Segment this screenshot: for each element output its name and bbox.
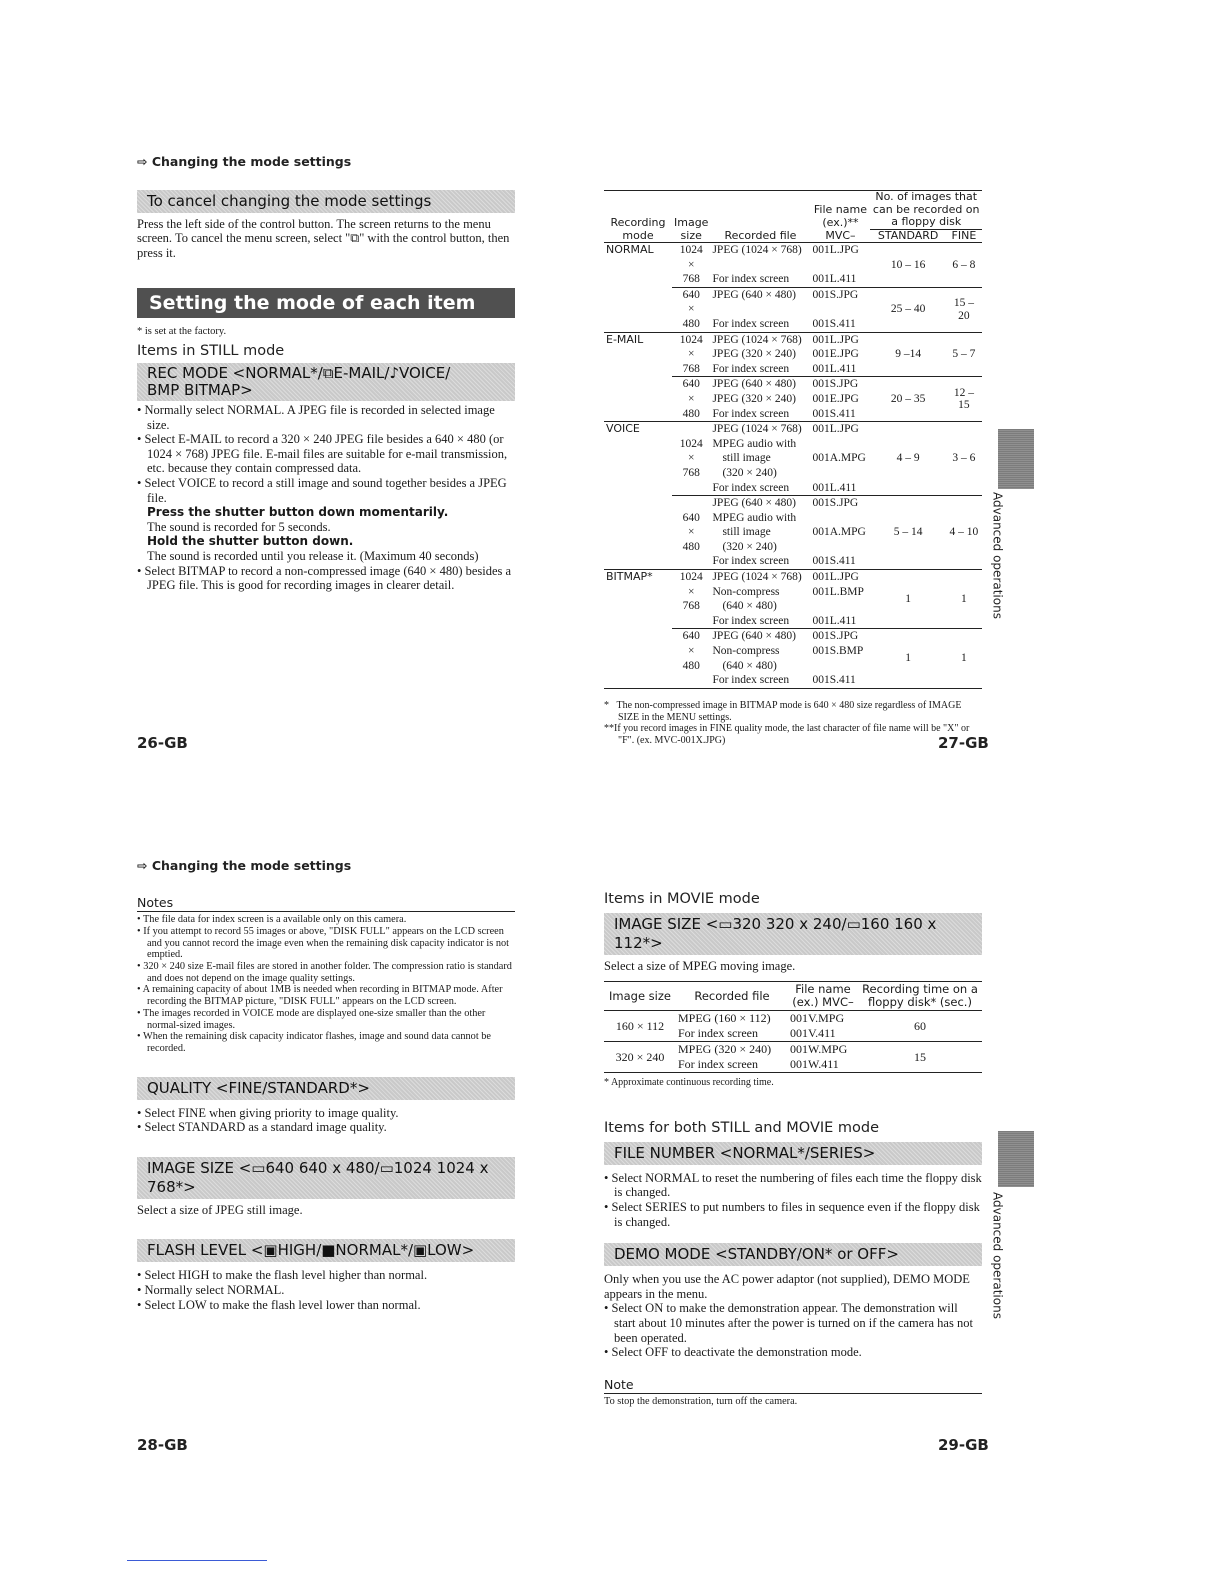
cell-size: 1024 <box>679 244 703 256</box>
cell-filename: 001S.JPG <box>810 377 870 392</box>
cell-size: 768 <box>682 466 700 479</box>
flash-title-bar: FLASH LEVEL <▣HIGH/■NORMAL*/▣LOW> <box>137 1239 515 1262</box>
cell-filename: 001S.411 <box>812 407 856 420</box>
cell-filename: 001L.411 <box>812 614 857 627</box>
cell-standard: 1 <box>905 592 912 605</box>
cell-file: JPEG (1024 × 768) <box>712 244 802 256</box>
cell-filename: 001S.411 <box>812 555 856 568</box>
cell-filename: 001W.411 <box>790 1057 839 1072</box>
cell-file: still image <box>722 526 771 539</box>
table-row <box>604 243 982 258</box>
cell-file: JPEG (1024 × 768) <box>712 423 802 436</box>
cell-file: For index screen <box>712 362 790 375</box>
bullet-voice: • Select VOICE to record a still image and sound together besides a JPEG file. <box>137 476 515 505</box>
cell-file: For index screen <box>712 317 790 330</box>
cell-size <box>672 673 710 688</box>
file-number-list <box>604 1171 982 1229</box>
page-number-27: 27-GB <box>938 734 989 752</box>
demo-item: • Select ON to make the demonstration appear. The demonstration will start about 10 minutes after the power is turned on if the camera has not been operated. <box>604 1301 982 1345</box>
cell-size: 640 <box>672 377 710 392</box>
movie-footnote-text: Approximate continuous recording time. <box>610 1077 774 1089</box>
factory-note: * is set at the factory. <box>137 326 227 338</box>
cell-filename <box>810 599 870 614</box>
cell-standard: 9 –14 <box>895 348 922 361</box>
flash-list <box>137 1268 515 1312</box>
notes-list <box>137 914 515 1054</box>
flash-item: • Normally select NORMAL. <box>137 1283 515 1298</box>
note-item: • 320 × 240 size E-mail files are stored in another folder. The compression ratio is standard and does not depend on the image quality settings. <box>137 961 515 984</box>
cell-size <box>672 422 710 437</box>
cell-file: MPEG (320 × 240) <box>678 1042 772 1057</box>
cell-file <box>710 258 810 273</box>
cell-file: JPEG (1024 × 768) <box>712 333 802 346</box>
cell-file: For index screen <box>712 481 790 494</box>
image-size-text: Select a size of JPEG still image. <box>137 1202 303 1217</box>
cell-filename <box>810 466 870 481</box>
table-row <box>604 1042 982 1058</box>
cancel-text: Press the left side of the control button. The screen returns to the menu screen. To cancel the menu screen, select "⧉" with the control button, then press it. <box>137 216 510 260</box>
cell-size: 480 <box>682 659 700 672</box>
page-number-26: 26-GB <box>137 734 188 752</box>
th-rec-mode: Recording mode <box>610 216 666 242</box>
cell-fine: 1 <box>946 629 982 688</box>
cell-standard: 4 – 9 <box>896 452 920 465</box>
cell-fine: 12 – 15 <box>946 377 982 422</box>
footnote1: The non-compressed image in BITMAP mode is 640 × 480 size regardless of IMAGE SIZE in the MENU settings. <box>616 700 962 723</box>
movie-size-title-bar: IMAGE SIZE <▭320 320 x 240/▭160 160 x 112*> <box>604 913 982 955</box>
cell-size: × <box>687 348 695 361</box>
rec-mode-bullets <box>137 403 515 505</box>
cell-filename <box>810 302 870 317</box>
cell-file: JPEG (1024 × 768) <box>712 571 802 584</box>
movie-table <box>604 981 982 1073</box>
cell-size: 480 <box>682 317 700 330</box>
th-movie-recorded-file: Recorded file <box>694 988 770 1003</box>
th-mvc: MVC– <box>825 228 856 242</box>
cell-size: 640 <box>672 629 710 644</box>
cell-filename <box>810 540 870 555</box>
cell-filename: 001E.JPG <box>812 392 859 405</box>
movie-heading: Items in MOVIE mode <box>604 891 760 907</box>
note-item: • If you attempt to record 55 images or above, "DISK FULL" appears on the LCD screen and you cannot record the image even when the remaining disk capacity indicator is not emptied. <box>137 926 515 961</box>
cell-size: 640 <box>682 511 700 524</box>
cell-filename: 001S.JPG <box>810 496 870 511</box>
cell-filename: 001E.JPG <box>812 348 859 361</box>
demo-item: • Select OFF to deactivate the demonstration mode. <box>604 1345 982 1360</box>
cell-rec-time: 15 <box>914 1049 926 1064</box>
cell-filename: 001S.JPG <box>810 287 870 302</box>
cell-file: JPEG (320 × 240) <box>712 348 796 361</box>
cell-file: For index screen <box>712 614 790 627</box>
cell-size: 1024 <box>679 333 703 346</box>
th-file-name: File name (ex.)** <box>813 203 867 229</box>
rec-mode-bar <box>137 363 515 401</box>
cell-size: 768 <box>682 362 700 375</box>
still-heading: Items in STILL mode <box>137 343 285 360</box>
cell-filename <box>810 258 870 273</box>
cell-file: MPEG audio with <box>712 437 797 450</box>
cell-standard: 1 <box>870 629 945 688</box>
rec-mode-line1: REC MODE <NORMAL*/⧉E-MAIL/♪VOICE/ <box>147 363 451 382</box>
quality-title-bar: QUALITY <FINE/STANDARD*> <box>137 1077 515 1100</box>
cell-file: For index screen <box>678 1026 758 1041</box>
quality-list <box>137 1106 515 1135</box>
recording-table-body <box>604 243 982 689</box>
cell-size: 640 <box>672 287 710 302</box>
cell-filename: 001L.JPG <box>812 244 859 256</box>
table-row <box>604 570 982 585</box>
cell-size: 1024 <box>679 437 703 450</box>
cell-size: × <box>687 392 695 405</box>
side-label-29: Advanced operations <box>990 1192 1005 1319</box>
side-tab-29 <box>998 1131 1034 1187</box>
cell-fine: 4 – 10 <box>946 496 982 570</box>
cell-size: × <box>687 526 695 539</box>
th-movie-image-size: Image size <box>609 988 671 1003</box>
cell-file: JPEG (320 × 240) <box>712 392 796 405</box>
cell-file: MPEG audio with <box>712 511 797 524</box>
rec-mode-line2: BMP BITMAP> <box>147 380 253 399</box>
cell-filename: 001A.MPG <box>812 452 866 465</box>
cell-filename: 001S.411 <box>812 674 856 687</box>
cell-filename <box>810 437 870 452</box>
cell-mode: BITMAP* <box>606 570 653 584</box>
cell-filename: 001L.JPG <box>812 571 859 584</box>
cell-size <box>672 614 710 629</box>
page-26 <box>137 155 515 593</box>
notes-title: Notes <box>137 896 515 913</box>
cell-rec-time: 60 <box>914 1018 926 1033</box>
cell-file: still image <box>722 452 771 465</box>
cell-fine: 1 <box>961 592 967 605</box>
cell-file: JPEG (640 × 480) <box>710 496 810 511</box>
footnote-doublestar: ** <box>604 723 614 735</box>
cell-filename <box>810 659 870 674</box>
cell-filename: 001L.BMP <box>812 585 864 598</box>
cell-size: 480 <box>682 540 700 553</box>
image-size-title-bar: IMAGE SIZE <▭640 640 x 480/▭1024 1024 x 768*> <box>137 1157 515 1199</box>
flash-item: • Select LOW to make the flash level lower than normal. <box>137 1298 515 1313</box>
cell-fine: 6 – 8 <box>952 258 976 271</box>
cell-filename: 001L.411 <box>812 273 857 286</box>
th-movie-rec-time: Recording time on a floppy disk* (sec.) <box>862 982 978 1010</box>
cell-standard: 10 – 16 <box>890 258 926 271</box>
cell-filename: 001S.JPG <box>810 629 870 644</box>
cell-size <box>672 554 710 569</box>
th-movie-file-name: File name (ex.) MVC– <box>792 982 854 1010</box>
cell-size: × <box>687 452 695 465</box>
demo-list <box>604 1301 982 1359</box>
cell-size: 768 <box>682 273 700 286</box>
movie-footnote: * Approximate continuous recording time. <box>604 1077 774 1089</box>
cancel-title-bar: To cancel changing the mode settings <box>137 190 515 213</box>
th-floppy: No. of images that can be recorded on a floppy disk <box>870 191 982 230</box>
movie-size-text: Select a size of MPEG moving image. <box>604 958 796 973</box>
demo-title-bar: DEMO MODE <STANDBY/ON* or OFF> <box>604 1243 982 1266</box>
cell-size: × <box>687 585 695 598</box>
shutter-hold-text: The sound is recorded until you release it. (Maximum 40 seconds) <box>147 548 479 563</box>
both-heading: Items for both STILL and MOVIE mode <box>604 1120 880 1137</box>
cell-filename <box>810 511 870 526</box>
cell-file: JPEG (640 × 480) <box>710 287 810 302</box>
footnote-star: * <box>604 700 617 712</box>
cell-file: Non-compress <box>712 645 780 658</box>
note-item: • The images recorded in VOICE mode are displayed one-size smaller than the other normal-sized images. <box>137 1008 515 1031</box>
cell-file: (320 × 240) <box>722 540 777 553</box>
th-recorded-file: Recorded file <box>724 228 797 242</box>
link-underline <box>127 1560 267 1561</box>
bullet-bitmap: • Select BITMAP to record a non-compressed image (640 × 480) besides a JPEG file. This is good for recording images in clearer detail. <box>137 564 515 593</box>
page-header: ⇨ Changing the mode settings <box>137 154 352 169</box>
cell-filename: 001V.411 <box>790 1026 836 1041</box>
cell-mode: VOICE <box>606 422 640 436</box>
cell-filename: 001L.411 <box>812 481 857 494</box>
cell-file: For index screen <box>712 407 790 420</box>
page-number-29: 29-GB <box>938 1436 989 1454</box>
cell-mode: E-MAIL <box>606 332 644 346</box>
page-28 <box>137 859 515 1312</box>
page-27 <box>604 190 982 746</box>
side-tab-27 <box>998 429 1034 489</box>
cell-file: (640 × 480) <box>722 659 777 672</box>
file-number-title-bar: FILE NUMBER <NORMAL*/SERIES> <box>604 1142 982 1165</box>
cell-size: × <box>687 645 695 658</box>
page-number-28: 28-GB <box>137 1436 188 1454</box>
table-row <box>604 422 982 437</box>
cell-filename: 001A.MPG <box>812 526 866 539</box>
cell-filename: 001W.MPG <box>790 1042 848 1057</box>
section-title-bar: Setting the mode of each item <box>137 288 515 318</box>
cell-file: For index screen <box>712 674 790 687</box>
cell-filename: 001L.411 <box>812 362 857 375</box>
cell-standard: 5 – 14 <box>870 496 945 570</box>
cell-file: For index screen <box>712 555 790 568</box>
cell-file: For index screen <box>678 1057 758 1072</box>
th-fine: FINE <box>951 228 977 242</box>
note-item: • A remaining capacity of about 1MB is needed when recording in BITMAP mode. After recording the BITMAP picture, "DISK FULL" appears on the LCD screen. <box>137 984 515 1007</box>
bullet-normal: • Normally select NORMAL. A JPEG file is recorded in selected image size. <box>137 403 515 432</box>
shutter-hold: Hold the shutter button down. <box>147 534 354 549</box>
cell-file: JPEG (640 × 480) <box>710 629 810 644</box>
recording-table <box>604 190 982 688</box>
side-label-27: Advanced operations <box>990 492 1005 619</box>
cell-size: × <box>687 303 695 316</box>
note-item: • When the remaining disk capacity indicator flashes, image and sound data cannot be recorded. <box>137 1031 515 1054</box>
footnotes <box>604 700 982 746</box>
cell-standard: 20 – 35 <box>870 377 945 422</box>
table-row <box>604 1011 982 1027</box>
cell-size: 768 <box>682 600 700 613</box>
cell-size: 160 × 112 <box>615 1018 665 1033</box>
file-number-item: • Select NORMAL to reset the numbering of files each time the floppy disk is changed. <box>604 1171 982 1200</box>
cell-filename: 001L.JPG <box>812 423 859 436</box>
bullet-email: • Select E-MAIL to record a 320 × 240 JPEG file besides a 640 × 480 (or 1024 × 768) JPEG file. E-mail files are suitable for e-mail transmission, etc. because they contain compressed data. <box>137 432 515 476</box>
cell-fine: 15 – 20 <box>946 287 982 332</box>
cell-standard: 25 – 40 <box>870 287 945 332</box>
cell-file: MPEG (160 × 112) <box>678 1011 771 1026</box>
footnote2: If you record images in FINE quality mode, the last character of file name will be "X" or "F". (ex. MVC-001X.JPG) <box>614 723 970 746</box>
th-image-size: Image size <box>674 216 709 242</box>
cell-size: 480 <box>682 407 700 420</box>
cell-size <box>672 481 710 496</box>
cell-filename: 001L.JPG <box>812 333 859 346</box>
quality-item: • Select STANDARD as a standard image quality. <box>137 1120 515 1135</box>
flash-item: • Select HIGH to make the flash level higher than normal. <box>137 1268 515 1283</box>
cell-mode: NORMAL <box>606 243 654 256</box>
note-title: Note <box>604 1378 982 1395</box>
cell-size: 320 × 240 <box>615 1049 665 1064</box>
cell-file: (640 × 480) <box>722 600 777 613</box>
cell-file <box>710 302 810 317</box>
page-29 <box>604 892 982 1408</box>
movie-table-body <box>604 1011 982 1073</box>
cell-file: Non-compress <box>712 585 780 598</box>
quality-item: • Select FINE when giving priority to image quality. <box>137 1106 515 1121</box>
cell-filename: 001V.MPG <box>790 1011 845 1026</box>
shutter-momentarily-text: The sound is recorded for 5 seconds. <box>147 519 331 534</box>
cell-file: (320 × 240) <box>722 466 777 479</box>
file-number-item: • Select SERIES to put numbers to files in sequence even if the floppy disk is changed. <box>604 1200 982 1229</box>
note-text: To stop the demonstration, turn off the camera. <box>604 1396 798 1408</box>
cell-filename: 001S.411 <box>812 317 856 330</box>
cell-size <box>672 496 710 511</box>
cell-fine: 3 – 6 <box>952 452 976 465</box>
cell-file: JPEG (640 × 480) <box>710 377 810 392</box>
th-standard: STANDARD <box>877 228 939 242</box>
cell-filename: 001S.BMP <box>812 645 864 658</box>
cell-size: 1024 <box>679 571 703 584</box>
cell-file: For index screen <box>712 273 790 286</box>
cell-fine: 5 – 7 <box>952 348 976 361</box>
page-header: ⇨ Changing the mode settings <box>137 858 352 873</box>
demo-text: Only when you use the AC power adaptor (not supplied), DEMO MODE appears in the menu. <box>604 1272 970 1301</box>
table-row <box>604 332 982 347</box>
cell-size: × <box>687 258 695 271</box>
shutter-momentarily: Press the shutter button down momentarily. <box>147 505 449 520</box>
note-item: • The file data for index screen is a available only on this camera. <box>137 914 515 926</box>
